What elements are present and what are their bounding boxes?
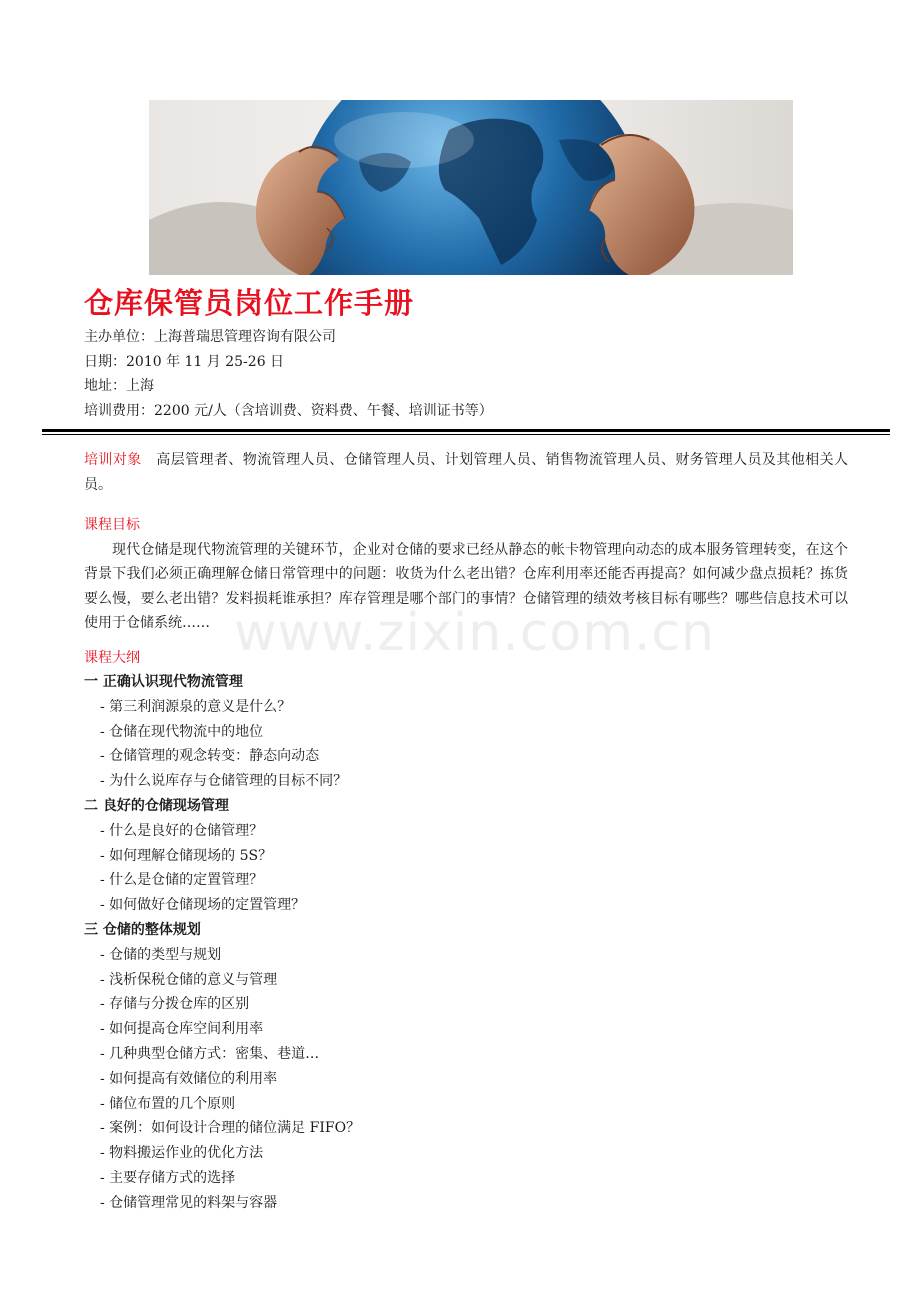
chapter-3 <box>84 918 848 1216</box>
date-line: 日期：2010 年 11 月 25-26 日 <box>84 353 285 370</box>
list-item: - 存储与分拨仓库的区别 <box>100 996 250 1013</box>
list-item: - 主要存储方式的选择 <box>100 1169 236 1186</box>
goal-section <box>84 513 848 538</box>
chapter-title: 二 良好的仓储现场管理 <box>84 797 229 814</box>
goal-label: 课程目标 <box>84 517 140 533</box>
audience-section <box>84 448 848 497</box>
watermark: www.zixin.com.cn <box>234 603 715 663</box>
outline-section <box>84 646 848 671</box>
organizer-line: 主办单位：上海普瑞思管理咨询有限公司 <box>84 329 336 345</box>
document-body <box>84 448 848 1216</box>
banner-image <box>149 100 793 275</box>
outline-label: 课程大纲 <box>84 649 140 666</box>
goal-text: 现代仓储是现代物流管理的关键环节，企业对仓储的要求已经从静态的帐卡物管理向动态的成本服务管理转变，在这个背景下我们必须正确理解仓储日常管理中的问题：收货为什么老出错？仓库利用率还能否再提高？如何减少盘点损耗？拣货要么慢，要么老出错？发料损耗谁承担？库存管理是哪个部门的事情？仓储管理的绩效考核目标有哪些？哪些信息技术可以使用于仓储系统…… <box>84 541 848 631</box>
chapter-2 <box>84 794 848 918</box>
list-item: - 储位布置的几个原则 <box>100 1095 236 1112</box>
list-item: - 如何提高仓库空间利用率 <box>100 1021 264 1038</box>
list-item: - 仓储在现代物流中的地位 <box>100 723 264 740</box>
divider-thin <box>42 434 890 435</box>
list-item: - 什么是仓储的定置管理？ <box>100 872 264 889</box>
audience-text: 高层管理者、物流管理人员、仓储管理人员、计划管理人员、销售物流管理人员、财务管理人员及其他相关人员。 <box>84 452 848 493</box>
audience-label: 培训对象 <box>84 452 142 468</box>
event-info <box>84 325 844 423</box>
list-item: - 如何提高有效储位的利用率 <box>100 1070 278 1087</box>
list-item: - 仓储的类型与规划 <box>100 946 222 963</box>
chapter-1 <box>84 670 848 794</box>
list-item: - 案例：如何设计合理的储位满足 FIFO？ <box>100 1120 361 1137</box>
list-item: - 为什么说库存与仓储管理的目标不同？ <box>100 773 348 790</box>
list-item: - 浅析保税仓储的意义与管理 <box>100 971 278 988</box>
list-item: - 什么是良好的仓储管理？ <box>100 822 264 839</box>
document-title: 仓库保管员岗位工作手册 <box>84 286 415 320</box>
list-item: - 几种典型仓储方式：密集、巷道… <box>100 1045 320 1062</box>
divider-thick <box>42 429 890 432</box>
chapter-title: 三 仓储的整体规划 <box>84 921 201 938</box>
list-item: - 仓储管理常见的料架与容器 <box>100 1194 278 1211</box>
list-item: - 仓储管理的观念转变：静态向动态 <box>100 748 320 765</box>
address-line: 地址：上海 <box>84 378 154 394</box>
list-item: - 物料搬运作业的优化方法 <box>100 1145 264 1162</box>
list-item: - 第三利润源泉的意义是什么？ <box>100 698 292 715</box>
list-item: - 如何做好仓储现场的定置管理？ <box>100 897 306 914</box>
globe-hands-illustration <box>149 100 793 275</box>
list-item: - 如何理解仓储现场的 5S？ <box>100 847 273 864</box>
fee-line: 培训费用：2200 元/人（含培训费、资料费、午餐、培训证书等） <box>84 402 493 419</box>
chapter-title: 一 正确认识现代物流管理 <box>84 674 243 690</box>
